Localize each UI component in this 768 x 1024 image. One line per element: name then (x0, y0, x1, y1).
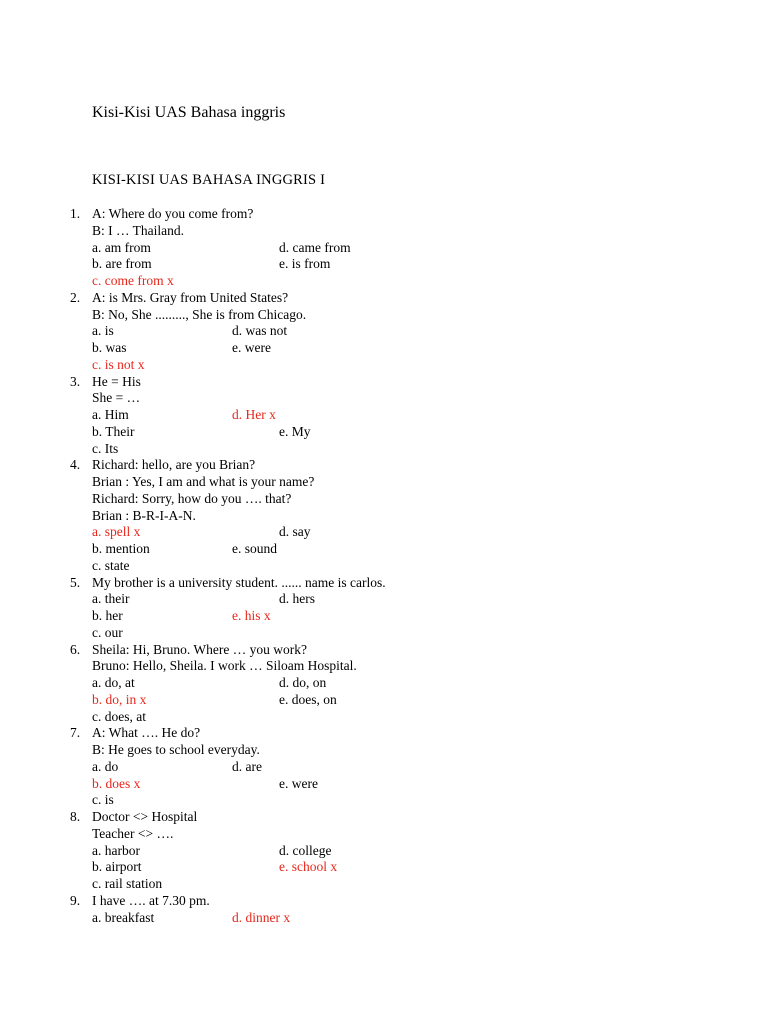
question-text: Brian : B-R-I-A-N. (92, 507, 196, 523)
answer-option: c. is not x (92, 356, 145, 372)
question-text: Brian : Yes, I am and what is your name? (92, 474, 315, 489)
answer-choice: d. are (232, 758, 262, 774)
answer-option: d. Her x (232, 407, 276, 422)
answer-choice: c. does, at (92, 708, 146, 724)
answer-choice: b. Their (92, 423, 135, 439)
answer-choice: a. do (92, 758, 119, 774)
answer-option: e. school x (279, 859, 338, 875)
answer-option: a. spell x (92, 524, 141, 540)
answer-choice: e. My (279, 423, 311, 439)
question-text: Sheila: Hi, Bruno. Where … you work? (92, 641, 307, 657)
question-text: He = His (92, 373, 141, 389)
answer-option: e. his x (232, 608, 271, 623)
answer-choice: d. say (279, 524, 311, 540)
answer-choice: a. am from (92, 239, 151, 255)
answer-choice: a. harbor (92, 842, 140, 858)
answer-choice: e. sound (232, 541, 277, 556)
question-text: A: Where do you come from? (92, 206, 254, 221)
question-text: A: is Mrs. Gray from United States? (92, 289, 289, 305)
answer-choice: e. were (279, 775, 318, 791)
question-text: B: He goes to school everyday. (92, 742, 260, 757)
question-number: 7. (70, 725, 81, 741)
document-title: Kisi-Kisi UAS Bahasa inggris (92, 104, 286, 121)
question-number: 6. (70, 641, 81, 657)
answer-choice: e. does, on (279, 691, 337, 707)
question-number: 2. (70, 289, 81, 305)
question-number: 4. (70, 457, 81, 473)
answer-choice: a. breakfast (92, 909, 155, 925)
question-number: 9. (70, 892, 81, 908)
question-text: She = … (92, 390, 141, 406)
question-number: 3. (70, 373, 81, 389)
answer-choice: a. do, at (92, 675, 135, 690)
answer-choice: b. mention (92, 541, 150, 556)
answer-choice: d. do, on (279, 675, 327, 690)
answer-choice: e. is from (279, 256, 331, 272)
answer-choice: c. is (92, 792, 114, 808)
answer-option: c. come from x (92, 273, 174, 288)
answer-choice: b. was (92, 340, 127, 355)
answer-option: b. does x (92, 775, 141, 791)
answer-choice: b. airport (92, 859, 142, 875)
answer-choice: c. state (92, 557, 130, 573)
question-number: 1. (70, 206, 81, 221)
question-text: A: What …. He do? (92, 725, 201, 741)
question-number: 5. (70, 574, 81, 590)
answer-choice: a. Him (92, 407, 129, 422)
question-text: Richard: Sorry, how do you …. that? (92, 490, 292, 506)
answer-choice: d. college (279, 842, 332, 858)
question-text: My brother is a university student. ...... name is carlos. (92, 574, 386, 590)
answer-choice: c. Its (92, 440, 119, 456)
answer-choice: d. hers (279, 591, 315, 607)
answer-choice: d. came from (279, 239, 351, 255)
question-text: B: I … Thailand. (92, 222, 184, 238)
answer-choice: b. are from (92, 256, 152, 272)
answer-choice: e. were (232, 340, 271, 355)
answer-choice: a. is (92, 323, 114, 339)
question-text: B: No, She ........., She is from Chicago. (92, 306, 307, 322)
question-number: 8. (70, 809, 81, 824)
question-text: Teacher <> …. (92, 825, 174, 841)
answer-choice: c. our (92, 624, 123, 640)
answer-choice: b. her (92, 608, 123, 623)
answer-option: b. do, in x (92, 691, 147, 707)
question-text: Bruno: Hello, Sheila. I work … Siloam Hospital. (92, 658, 357, 674)
question-text: Richard: hello, are you Brian? (92, 457, 256, 473)
answer-choice: a. their (92, 591, 130, 607)
answer-option: d. dinner x (232, 909, 291, 925)
answer-choice: d. was not (232, 323, 288, 339)
document-subtitle: KISI-KISI UAS BAHASA INGGRIS I (92, 172, 326, 188)
question-text: I have …. at 7.30 pm. (92, 892, 210, 908)
question-text: Doctor <> Hospital (92, 809, 198, 824)
answer-choice: c. rail station (92, 876, 163, 891)
